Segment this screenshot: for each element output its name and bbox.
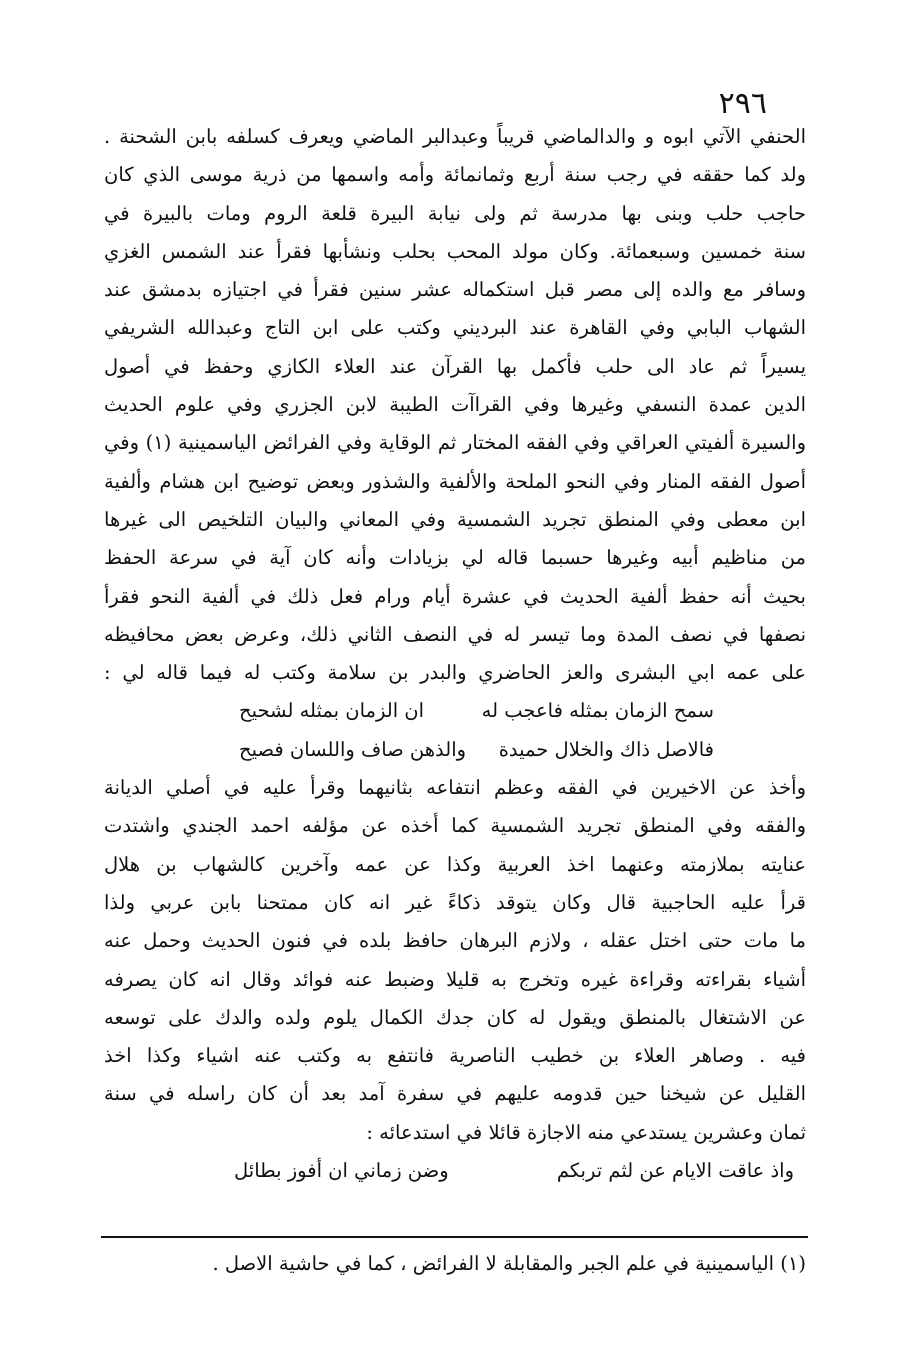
text-line: بحيث أنه حفظ ألفية الحديث في عشرة أيام ورام فعل ذلك في ألفية النحو فقرأ [104,584,806,608]
text-line: ما مات حتى اختل عقله ، ولازم البرهان حافظ بلده في فنون الحديث وحمل عنه [104,929,806,953]
text-line: من مناظيم أبيه وغيرها حسبما قاله لي بزيادات وأنه كان آية في سرعة الحفظ [104,546,806,570]
text-line: على عمه ابي البشرى والعز الحاضري والبدر بن سلامة وكتب له فيما قاله لي : [104,661,806,685]
text-line: القليل عن شيخنا حين قدومه عليهم في سفرة آمد بعد أن كان راسله في سنة [104,1082,806,1106]
poem-verse [104,692,806,730]
text-line: قرأ عليه الحاجبية قال وكان يتوقد ذكاءً غير انه كان ممتحنا بابن عربي ولذا [104,890,806,914]
footnote-separator [101,1236,808,1238]
verse-first-hemistich: سمح الزمان بمثله فاعجب له [481,699,714,723]
text-line: وأخذ عن الاخيرين في الفقه وعظم انتفاعه بثانيهما وقرأ عليه في أصلي الديانة [104,776,806,800]
text-line: سنة خمسين وسبعمائة. وكان مولد المحب بحلب ونشأبها فقرأ عند الشمس الغزي [104,239,806,263]
page-number: ٢٩٦ [718,86,767,121]
main-text [104,118,806,1190]
text-line: حاجب حلب وبنى بها مدرسة ثم ولى نيابة البيرة قلعة الروم ومات بالبيرة في [104,201,806,225]
text-line: ولد كما حققه في رجب سنة أربع وثمانمائة وأمه واسمها من ذرية موسى الذي كان [104,163,806,187]
text-line: نصفها في نصف المدة وما تيسر له في النصف الثاني ذلك، وعرض بعض محافيظه [104,622,806,646]
text-line: فيه . وصاهر العلاء بن خطيب الناصرية فانتفع به وكتب عنه اشياء وكذا اخذ [104,1044,806,1068]
footnote: (١) الياسمينية في علم الجبر والمقابلة لا الفرائض ، كما في حاشية الاصل . [212,1252,806,1275]
verse-second-hemistich: والذهن صاف واللسان فصيح [239,737,467,761]
verse-second-hemistich: وضن زماني ان أفوز بطائل [234,1159,449,1183]
poem-verse [104,731,806,769]
text-line: الدين عمدة النسفي وغيرها وفي القراآت الطيبة لابن الجزري وفي علوم الحديث [104,393,806,417]
verse-first-hemistich: فالاصل ذاك والخلال حميدة [498,737,714,761]
text-line: ثمان وعشرين يستدعي منه الاجازة قائلا في استدعائه : [366,1120,806,1144]
poem-verse [104,1152,806,1190]
text-line: والفقه وفي المنطق تجريد الشمسية كما أخذه عن مؤلفه احمد الجندي واشتدت [104,814,806,838]
text-line: الشهاب البابي وفي القاهرة عند البرديني وكتب على ابن التاج وعبدالله الشريفي [104,316,806,340]
text-line: عنايته بملازمته وعنهما اخذ العربية وكذا عن عمه وآخرين كالشهاب بن هلال [104,852,806,876]
text-line: أشياء بقراءته وقراءة غيره وتخرج به قليلا وضبط عنه فوائد وقال انه كان يصرفه [104,967,806,991]
text-line: والسيرة ألفيتي العراقي وفي الفقه المختار ثم الوقاية وفي الفرائض الياسمينية (١) وفي [104,431,806,455]
text-line: أصول الفقه المنار وفي النحو الملحة والألفية والشذور وبعض توضيح ابن هشام وألفية [104,469,806,493]
verse-first-hemistich: واذ عاقت الايام عن لثم تربكم [556,1159,794,1183]
text-line: ابن معطى وفي المنطق تجريد الشمسية وفي المعاني والبيان التلخيص الى غيرها [104,507,806,531]
verse-second-hemistich: ان الزمان بمثله لشحيح [239,699,425,723]
text-line: يسيراً ثم عاد الى حلب فأكمل بها القرآن عند العلاء الكازي وحفظ في أصول [104,354,806,378]
text-line: الحنفي الآتي ابوه و والدالماضي قريباً وعبدالبر الماضي ويعرف كسلفه بابن الشحنة . [104,125,806,148]
text-line: وسافر مع والده إلى مصر قبل استكماله عشر سنين فقرأ في اجتيازه بدمشق عند [104,278,806,302]
text-line: عن الاشتغال بالمنطق ويقول له كان جدك الكمال يلوم ولده والدك على توسعه [104,1005,806,1029]
